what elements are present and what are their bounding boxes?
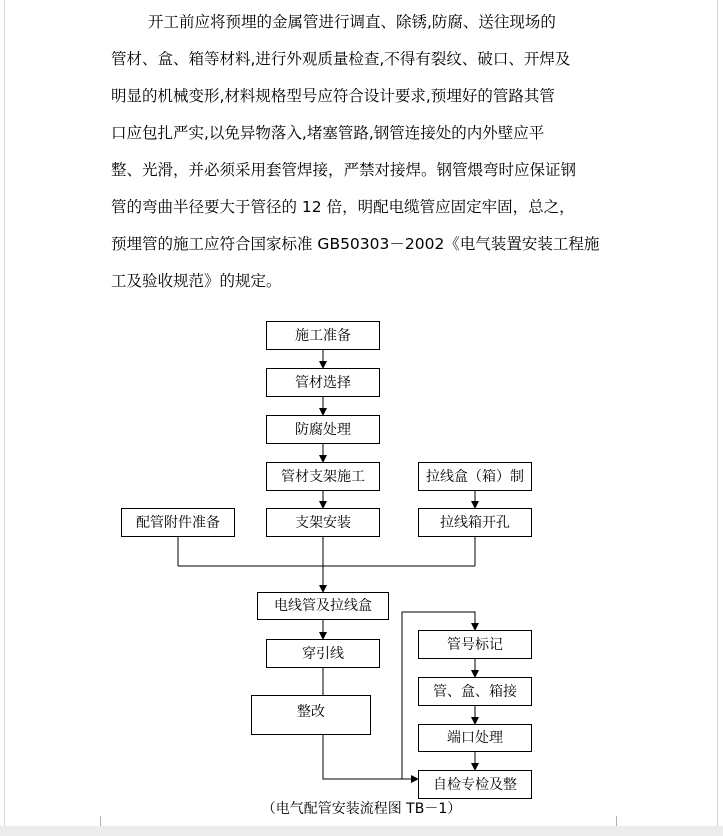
paragraph-line: 明显的机械变形,材料规格型号应符合设计要求,预埋好的管路其管 (111, 87, 555, 105)
paragraph-line: 管的弯曲半径要大于管径的 12 倍，明配电缆管应固定牢固，总之， (111, 198, 575, 216)
paragraph-line: 整、光滑，并必须采用套管焊接，严禁对接焊。钢管煨弯时应保证钢 (111, 161, 577, 179)
flowchart-caption: （电气配管安装流程图 TB－1） (261, 801, 462, 817)
step-pipe-mark: 管号标记 (418, 630, 532, 659)
step-rectify-label: 整改 (297, 704, 325, 720)
step-bracket-install: 支架安装 (266, 508, 380, 537)
step-fittings: 配管附件准备 (121, 508, 235, 537)
step-rectify (251, 695, 371, 735)
paragraph-line: 开工前应将预埋的金属管进行调直、除锈,防腐、送往现场的 (148, 13, 556, 31)
paragraph-line: 管材、盒、箱等材料,进行外观质量检查,不得有裂纹、破口、开焊及 (111, 50, 571, 68)
step-pipe-select: 管材选择 (266, 368, 380, 397)
step-box-make: 拉线盒（箱）制 (418, 462, 532, 491)
step-prepare: 施工准备 (266, 321, 380, 350)
paragraph-line: 口应包扎严实,以免异物落入,堵塞管路,钢管连接处的内外壁应平 (111, 124, 545, 142)
step-self-check: 自检专检及整 (418, 770, 532, 799)
step-pipe-connect: 管、盒、箱接 (418, 677, 532, 706)
step-bracket-make: 管材支架施工 (266, 462, 380, 491)
step-conduit-box: 电线管及拉线盒 (257, 592, 389, 620)
step-box-hole: 拉线箱开孔 (418, 508, 532, 537)
step-end-treat: 端口处理 (418, 724, 532, 752)
step-anticorrosion: 防腐处理 (266, 415, 380, 444)
paragraph-line: 工及验收规范》的规定。 (111, 272, 282, 290)
step-threading: 穿引线 (266, 639, 380, 668)
paragraph-line: 预埋管的施工应符合国家标准 GB50303－2002《电气装置安装工程施 (111, 235, 600, 253)
